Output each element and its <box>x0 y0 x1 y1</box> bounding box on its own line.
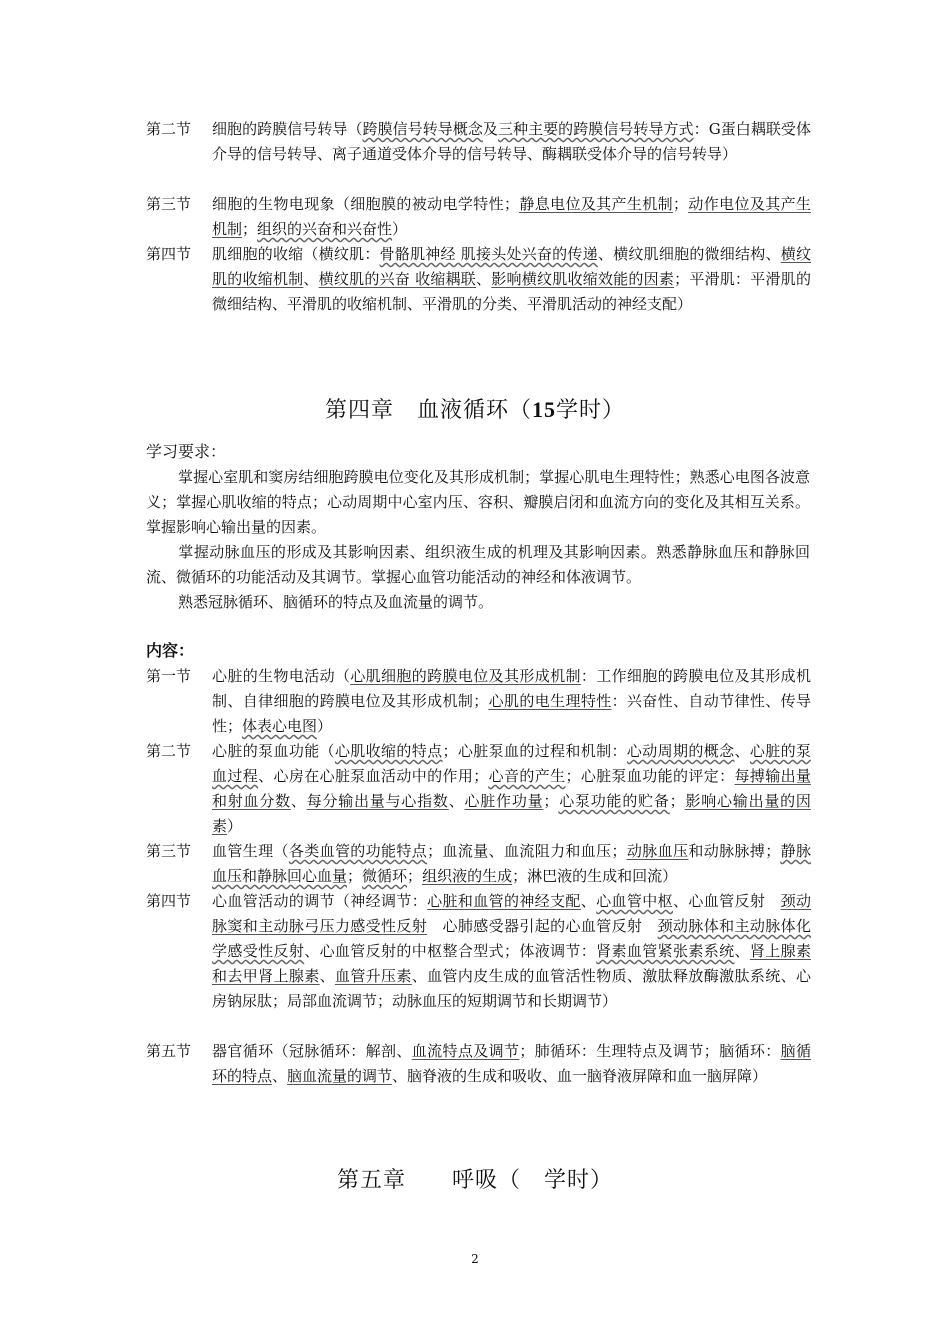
text-run: 、心血管反射 <box>673 892 781 910</box>
chapter-5-title: 第五章 呼吸（ 学时） <box>336 1168 613 1193</box>
text-run: 、 <box>734 942 750 960</box>
text-run: 、横纹肌细胞的微细结构、 <box>597 245 781 263</box>
content-heading: 内容： <box>146 641 195 660</box>
text-run: ） <box>317 717 333 735</box>
underlined-term: 骨骼肌神经 肌接头处兴奋的传递 <box>379 245 598 263</box>
section-text <box>212 839 811 889</box>
underlined-term: 组织液的生成 <box>422 867 513 885</box>
section-text <box>212 889 811 1014</box>
section-label: 第二节 <box>146 742 192 760</box>
underlined-term: 静息电位及其产生机制 <box>518 195 674 213</box>
underlined-term: 心泵功能的贮备 <box>558 792 670 810</box>
ch3-section-4 <box>146 242 811 317</box>
underlined-term: 心音的产生 <box>488 767 566 785</box>
text-run: ；心脏泵血的过程和机制： <box>442 742 627 760</box>
text-run: 、心血管反射的中枢整合型式；体液调节： <box>304 942 597 960</box>
section-label: 第三节 <box>146 195 192 213</box>
underlined-term: 跨膜信号转导概念 <box>362 120 483 138</box>
underlined-term: 影响心输出量的因素 <box>212 792 811 835</box>
underlined-term: 三种主要的跨膜信号转导方式 <box>497 120 694 138</box>
underlined-term: 静脉血压和静脉回心血量 <box>212 842 811 885</box>
chapter-4-title: 第四章 血液循环（15学时） <box>324 397 626 423</box>
section-label: 第四节 <box>146 892 192 910</box>
text-run: 、 <box>272 1067 288 1085</box>
underlined-term: 动脉血压 <box>626 842 689 860</box>
ch4-section-1 <box>146 664 811 739</box>
underlined-term: 心脏的泵血过程 <box>212 742 811 785</box>
section-label: 第二节 <box>146 120 192 138</box>
text-run: 器官循环（冠脉循环：解剖、 <box>212 1042 412 1060</box>
text-run: 心脏的泵血功能（ <box>212 742 335 760</box>
text-run: ） <box>227 817 243 835</box>
ch3-section-2 <box>146 117 811 167</box>
text-run: 、 <box>476 270 492 288</box>
text-run: 、 <box>448 792 465 810</box>
text-run: 和动脉脉搏； <box>688 842 781 860</box>
underlined-term: 动作电位及其产生机制 <box>212 195 811 238</box>
text-run: ：G蛋白耦联受体介导的信号转导、离子通道受体介导的信号转导、酶耦联受体介导的信号转导） <box>212 120 811 163</box>
section-label: 第三节 <box>146 842 192 860</box>
text-run: 心肺感受器引起的心血管反射 <box>427 917 658 935</box>
text-run: 、 <box>303 270 319 288</box>
section-text <box>212 242 811 317</box>
text-run: ；淋巴液的生成和回流） <box>512 867 678 885</box>
text-run: 、 <box>290 792 307 810</box>
text-run: 、血管内皮生成的血管活性物质、激肽释放酶激肽系统、心房钠尿肽；局部血流调节；动脉血压的短期调节和长期调节） <box>212 967 811 1010</box>
text-run: 血管生理（ <box>212 842 289 860</box>
underlined-term: 脑循环的特点 <box>212 1042 811 1085</box>
underlined-term: 微循环 <box>362 867 408 885</box>
underlined-term: 横纹肌的收缩机制 <box>212 245 811 288</box>
section-text <box>212 117 811 167</box>
text-run: ；血流量、血流阻力和血压； <box>427 842 627 860</box>
ch4-section-2 <box>146 739 811 839</box>
underlined-term: 脑血流量的调节 <box>287 1067 393 1085</box>
text-run: ； <box>347 867 363 885</box>
underlined-term: 颈动脉体和主动脉体化学感受性反射 <box>212 917 811 960</box>
underlined-term: 颈动脉窦和主动脉弓压力感受性反射 <box>212 892 811 935</box>
section-label: 第一节 <box>146 667 192 685</box>
text-run: ：工作细胞的跨膜电位及其形成机制、自律细胞的跨膜电位及其形成机制； <box>212 667 811 710</box>
underlined-term: 心肌的电生理特性 <box>488 692 612 710</box>
text-run: 、 <box>580 892 597 910</box>
underlined-term: 心肌收缩的特点 <box>334 742 443 760</box>
text-run: 、 <box>734 742 750 760</box>
underlined-term: 心脏作功量 <box>464 792 544 810</box>
text-run: 及 <box>482 120 498 138</box>
underlined-term: 血管升压素 <box>334 967 412 985</box>
page-number: 2 <box>471 1252 479 1266</box>
underlined-term: 血流特点及调节 <box>411 1042 520 1060</box>
ch3-section-3 <box>146 192 811 242</box>
ch4-section-5 <box>146 1039 811 1089</box>
text-run: 、 <box>319 967 335 985</box>
underlined-term: 每搏输出量和射血分数 <box>212 767 811 810</box>
text-run: ；平滑肌：平滑肌的微细结构、平滑肌的收缩机制、平滑肌的分类、平滑肌活动的神经支配） <box>212 270 811 313</box>
underlined-term: 横纹肌的兴奋 收缩耦联 <box>318 270 477 288</box>
text-run: ；肺循环：生理特点及调节；脑循环： <box>519 1042 781 1060</box>
text-run: 细胞的跨膜信号转导（ <box>212 120 363 138</box>
underlined-term: 影响横纹肌收缩效能的因素 <box>491 270 675 288</box>
underlined-term: 心动周期的概念 <box>626 742 735 760</box>
underlined-term: 肾上腺素和去甲肾上腺素 <box>212 942 811 985</box>
text-run: 、脑脊液的生成和吸收、血一脑脊液屏障和血一脑屏障） <box>392 1067 768 1085</box>
requirement-paragraph-1: 掌握心室肌和窦房结细胞跨膜电位变化及其形成机制；掌握心肌电生理特性；熟悉心电图各波意义；掌握心肌收缩的特点；心动周期中心室内压、容积、瓣膜启闭和血流方向的变化及其相互关系。掌握影响心输出量的因素。 <box>146 468 810 536</box>
text-run: 细胞的生物电现象（细胞膜的被动电学特性； <box>212 195 519 213</box>
section-text <box>212 1039 811 1089</box>
underlined-term: 心肌细胞的跨膜电位及其形成机制 <box>350 667 581 685</box>
section-text <box>212 739 811 839</box>
section-text <box>212 192 811 242</box>
underlined-term: 组织的兴奋和兴奋性 <box>257 220 393 238</box>
underlined-term: 心血管中枢 <box>596 892 674 910</box>
underlined-term: 每分输出量与心指数 <box>306 792 449 810</box>
requirement-paragraph-3: 熟悉冠脉循环、脑循环的特点及血流量的调节。 <box>178 593 494 611</box>
text-run: 肌细胞的收缩（横纹肌： <box>212 245 380 263</box>
learning-requirements-heading: 学习要求： <box>146 442 227 461</box>
requirement-paragraph-2: 掌握动脉血压的形成及其影响因素、组织液生成的机理及其影响因素。熟悉静脉血压和静脉回流、微循环的功能活动及其调节。掌握心血管功能活动的神经和体液调节。 <box>146 543 810 586</box>
text-run: 、心房在心脏泵血活动中的作用； <box>258 767 489 785</box>
text-run: ；心脏泵血功能的评定： <box>565 767 735 785</box>
underlined-term: 肾素血管紧张素系统 <box>596 942 735 960</box>
text-run: ； <box>242 220 258 238</box>
text-run: ：兴奋性、自动节律性、传导性； <box>212 692 811 735</box>
text-run: ； <box>669 792 685 810</box>
text-run: ； <box>407 867 423 885</box>
section-label: 第五节 <box>146 1042 192 1060</box>
ch4-section-4 <box>146 889 811 1014</box>
section-label: 第四节 <box>146 245 192 263</box>
underlined-term: 心脏和血管的神经支配 <box>427 892 581 910</box>
text-run: ） <box>392 220 408 238</box>
text-run: ； <box>543 792 559 810</box>
underlined-term: 体表心电图 <box>242 717 318 735</box>
underlined-term: 各类血管的功能特点 <box>288 842 428 860</box>
text-run: 心血管活动的调节（神经调节： <box>212 892 428 910</box>
ch4-section-3 <box>146 839 811 889</box>
section-text <box>212 664 811 739</box>
text-run: 心脏的生物电活动（ <box>212 667 351 685</box>
text-run: ； <box>673 195 689 213</box>
